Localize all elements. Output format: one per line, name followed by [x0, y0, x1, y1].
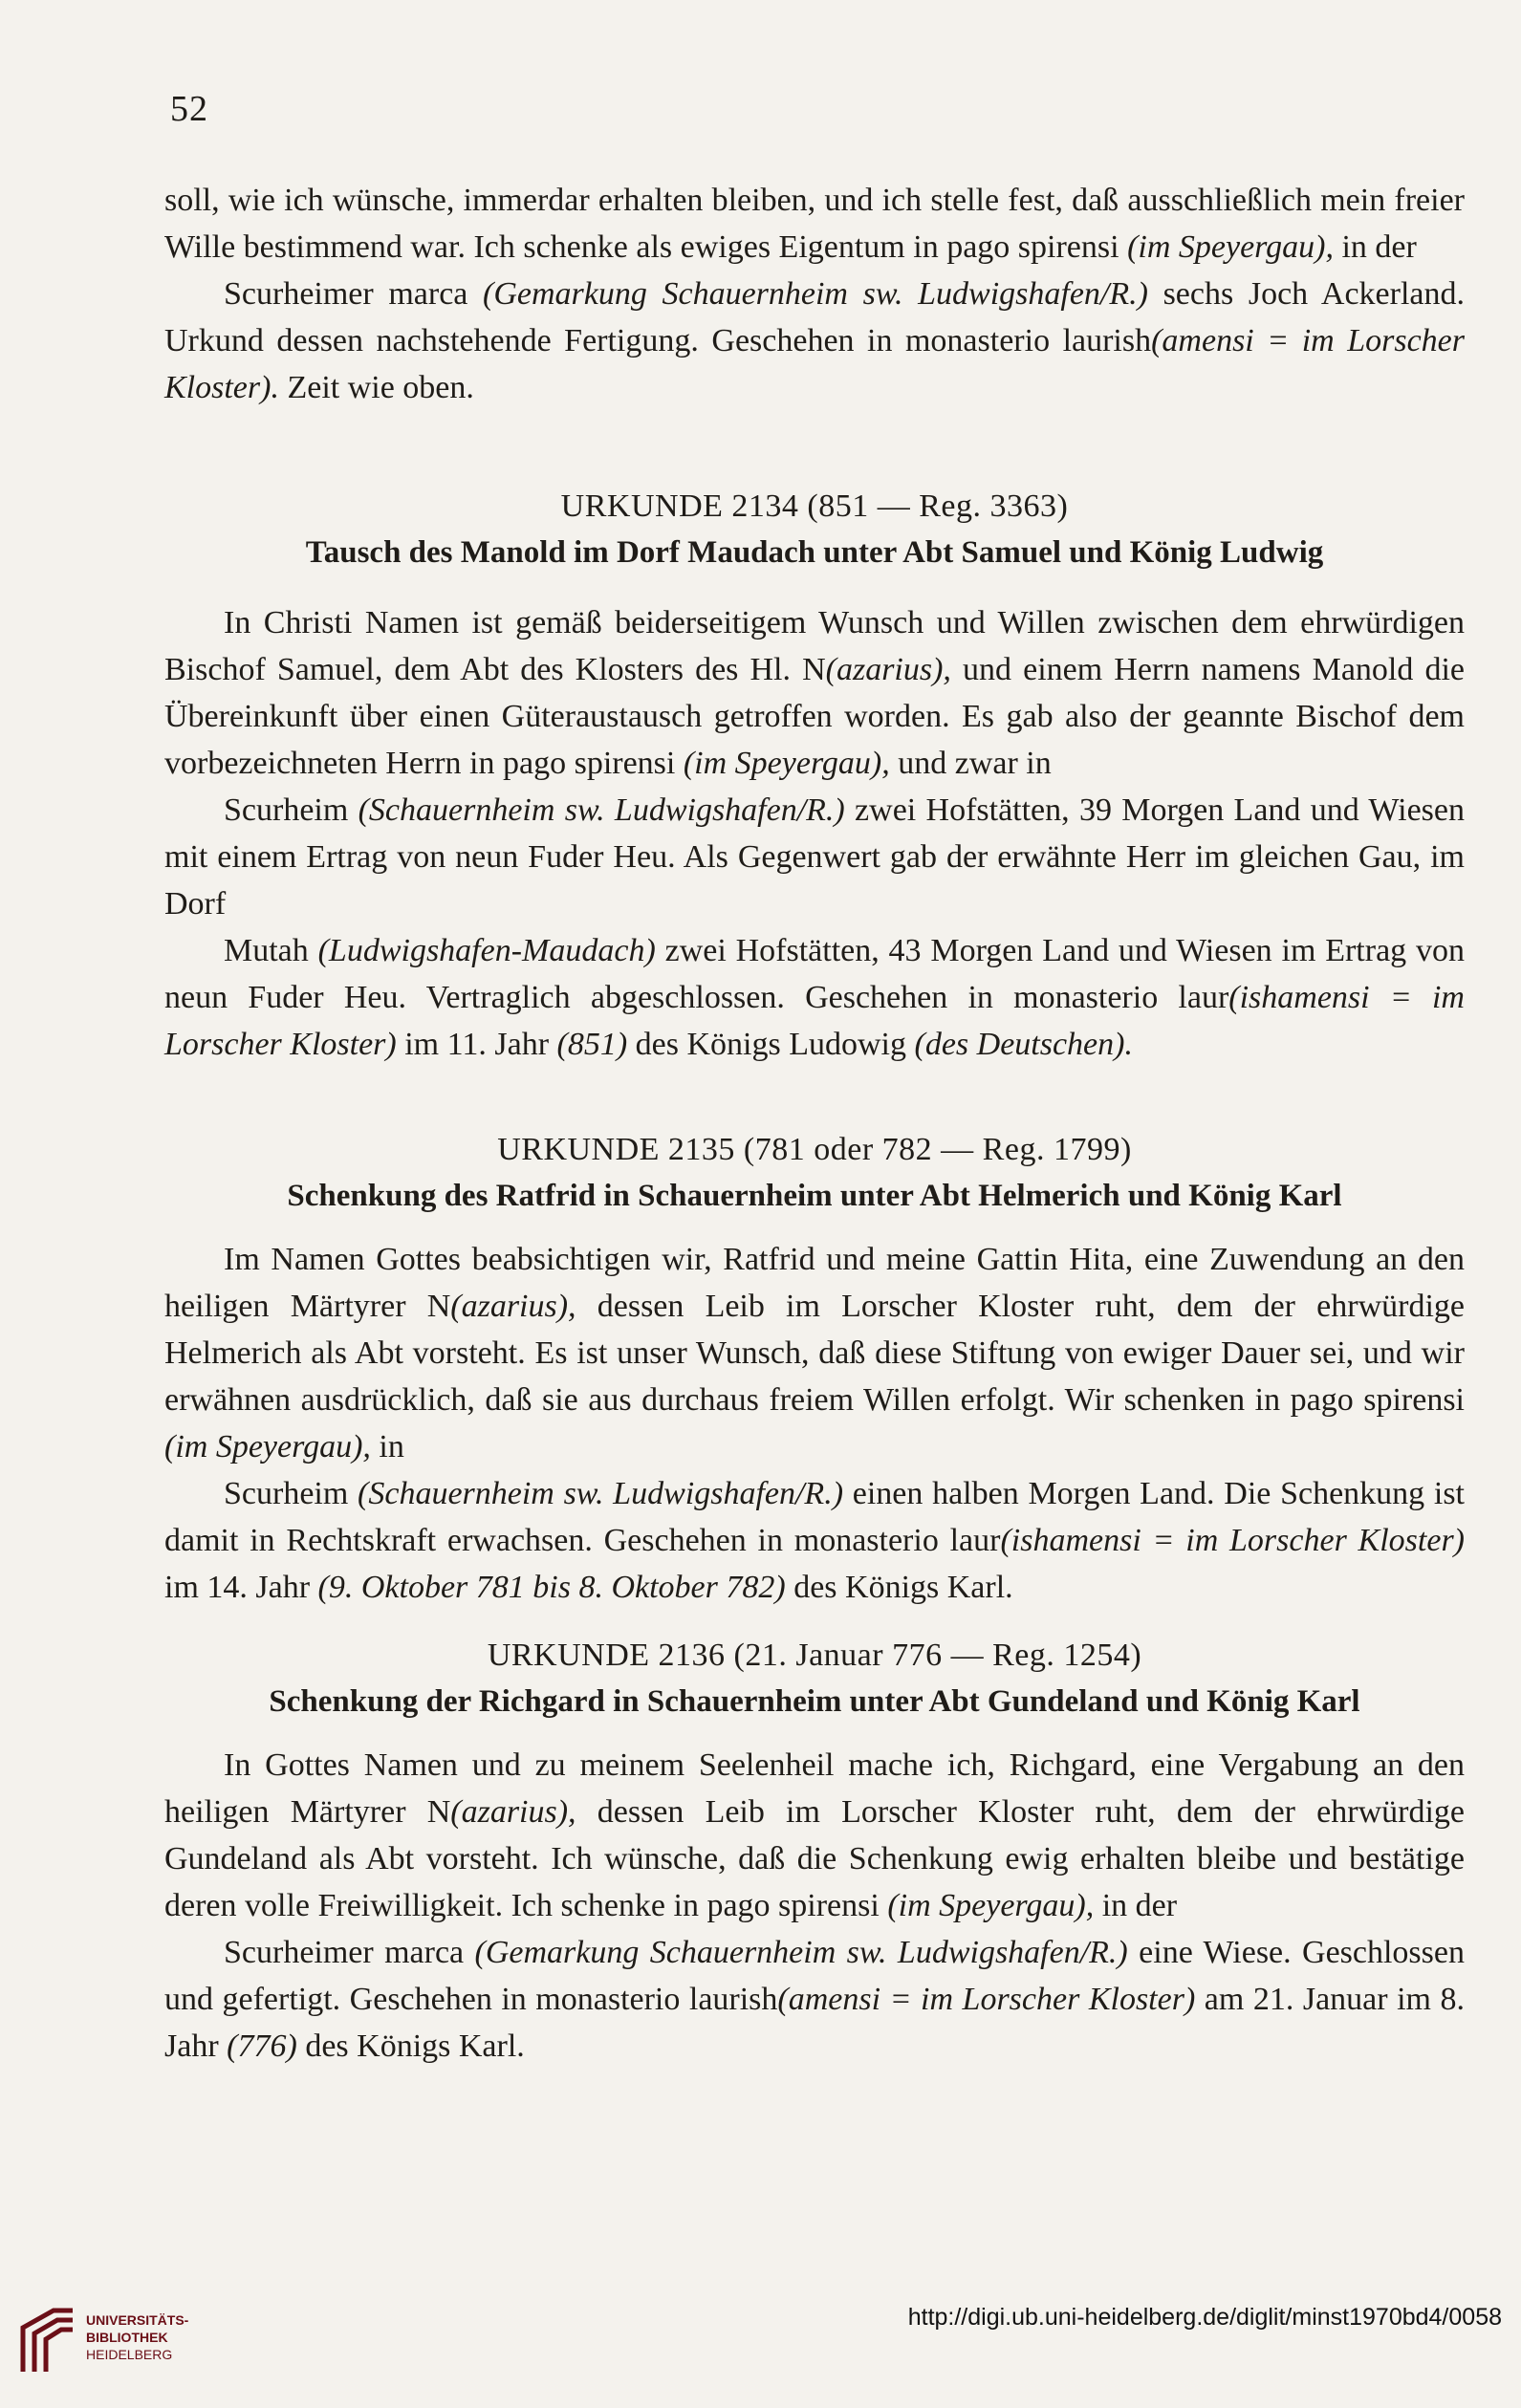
- urkunde-2134-body: [164, 599, 1465, 1068]
- text-run: des Königs Ludowig: [627, 1027, 915, 1062]
- italic-gloss: (Gemarkung Schauernheim sw. Ludwigshafen/R.): [483, 276, 1148, 312]
- text-run: am 21. Januar im 8. Jahr: [164, 1982, 1465, 2064]
- italic-gloss: (Gemarkung Schauernheim sw. Ludwigshafen/R.): [474, 1935, 1128, 1970]
- italic-gloss: (im Speyergau),: [683, 746, 890, 781]
- italic-gloss: (ishamensi = im Lorscher Kloster): [1000, 1523, 1466, 1558]
- text-run: Scurheimer marca: [224, 1935, 475, 1970]
- italic-gloss: (azarius),: [450, 1794, 576, 1830]
- text-run: im 14. Jahr: [164, 1570, 318, 1605]
- paragraph: [164, 271, 1465, 411]
- text-run: sechs Joch Ackerland. Urkund dessen nachstehende Fertigung. Geschehen in monasterio laurish: [164, 276, 1466, 358]
- text-run: dessen Leib im Lorscher Kloster ruht, dem der ehrwürdige Gundeland als Abt vorsteht. Ich wünsche, daß die Schenkung ewig erhalten bleibe und bestätige deren volle Freiwilligkeit. Ich schenke in pago spirensi: [164, 1794, 1465, 1923]
- italic-gloss: (Schauernheim sw. Ludwigshafen/R.): [358, 1476, 844, 1511]
- text-run: eine Wiese. Geschlossen und gefertigt. Geschehen in monasterio laurish: [164, 1935, 1465, 2017]
- logo-line: BIBLIOTHEK: [86, 2330, 168, 2345]
- italic-gloss: (azarius),: [825, 652, 951, 687]
- italic-gloss: (9. Oktober 781 bis 8. Oktober 782): [317, 1570, 786, 1605]
- italic-gloss: (amensi = im Lorscher Kloster): [777, 1982, 1196, 2017]
- text-run: und einem Herrn namens Manold die Übereinkunft über einen Güteraustausch getroffen worden. Es gab also der geannte Bischof dem vorbezeichneten Herrn in pago spirensi: [164, 652, 1465, 781]
- italic-gloss: (ishamensi = im Lorscher Kloster): [164, 980, 1465, 1062]
- charter-title: Schenkung der Richgard in Schauernheim unter Abt Gundeland und König Karl: [269, 1684, 1360, 1719]
- italic-gloss: (im Speyergau),: [1127, 229, 1334, 265]
- italic-gloss: (Schauernheim sw. Ludwigshafen/R.): [358, 792, 845, 828]
- paragraph: [164, 1742, 1465, 1929]
- text-run: des Königs Karl.: [785, 1570, 1013, 1605]
- page-number: 52: [170, 89, 208, 129]
- italic-gloss: (amensi = im Lorscher Kloster).: [164, 323, 1465, 405]
- italic-gloss: (im Speyergau),: [164, 1429, 371, 1464]
- library-logo-icon: [17, 2305, 76, 2374]
- paragraph: [164, 599, 1465, 787]
- text-run: und zwar in: [889, 746, 1052, 781]
- logo-line: HEIDELBERG: [86, 2347, 173, 2362]
- charter-title: Schenkung des Ratfrid in Schauernheim unter Abt Helmerich und König Karl: [287, 1179, 1342, 1213]
- text-run: Mutah: [224, 933, 318, 968]
- text-run: Scurheim: [224, 792, 359, 828]
- text-run: zwei Hofstätten, 39 Morgen Land und Wiesen mit einem Ertrag von neun Fuder Heu. Als Gegenwert gab der erwähnte Herr im gleichen Gau, im Dorf: [164, 792, 1465, 922]
- italic-gloss: (azarius),: [450, 1289, 576, 1324]
- text-run: in: [370, 1429, 404, 1464]
- paragraph: [164, 1236, 1465, 1470]
- text-run: In Gottes Namen und zu meinem Seelenheil mache ich, Richgard, eine Vergabung an den heiligen Märtyrer N: [164, 1747, 1465, 1830]
- italic-gloss: (776): [227, 2028, 297, 2064]
- urkunde-2135-body: [164, 1236, 1465, 1611]
- intro-section: [164, 177, 1465, 411]
- italic-gloss: (im Speyergau),: [887, 1888, 1095, 1923]
- paragraph: [164, 177, 1465, 271]
- text-run: im 11. Jahr: [396, 1027, 557, 1062]
- library-logo-text: [86, 2311, 188, 2363]
- text-run: einen halben Morgen Land. Die Schenkung ist damit in Rechtskraft erwachsen. Geschehen in monasterio laur: [164, 1476, 1466, 1558]
- italic-gloss: (851): [556, 1027, 628, 1062]
- text-run: zwei Hofstätten, 43 Morgen Land und Wiesen im Ertrag von neun Fuder Heu. Vertraglich abgeschlossen. Geschehen in monasterio laur: [164, 933, 1465, 1015]
- charter-number: URKUNDE 2134 (851 — Reg. 3363): [560, 488, 1069, 524]
- urkunde-2136-body: [164, 1742, 1465, 2070]
- library-logo[interactable]: [17, 2305, 237, 2374]
- italic-gloss: (Ludwigshafen-Maudach): [317, 933, 656, 968]
- text-run: Scurheim: [224, 1476, 359, 1511]
- urkunde-2134-heading: [164, 483, 1465, 576]
- text-run: dessen Leib im Lorscher Kloster ruht, dem der ehrwürdige Helmerich als Abt vorsteht. Es ist unser Wunsch, daß diese Stiftung von ewiger Dauer sei, und wir erwähnen ausdrücklich, daß sie aus durchaus freiem Willen erfolgt. Wir schenken in pago spirensi: [164, 1289, 1465, 1418]
- charter-number: URKUNDE 2136 (21. Januar 776 — Reg. 1254): [487, 1638, 1142, 1673]
- italic-gloss: (des Deutschen).: [914, 1027, 1133, 1062]
- logo-line: UNIVERSITÄTS-: [86, 2312, 189, 2328]
- permalink-url[interactable]: http://digi.ub.uni-heidelberg.de/diglit/minst1970bd4/0058: [907, 2304, 1502, 2331]
- charter-title: Tausch des Manold im Dorf Maudach unter Abt Samuel und König Ludwig: [305, 535, 1324, 570]
- text-run: Im Namen Gottes beabsichtigen wir, Ratfrid und meine Gattin Hita, eine Zuwendung an den heiligen Märtyrer N: [164, 1242, 1465, 1324]
- text-run: in der: [1094, 1888, 1178, 1923]
- text-run: Zeit wie oben.: [278, 370, 474, 405]
- urkunde-2136-heading: [164, 1632, 1465, 1725]
- urkunde-2135-heading: [164, 1126, 1465, 1220]
- paragraph: [164, 927, 1465, 1068]
- text-run: des Königs Karl.: [296, 2028, 525, 2064]
- paragraph: [164, 1929, 1465, 2070]
- text-run: In Christi Namen ist gemäß beiderseitigem Wunsch und Willen zwischen dem ehrwürdigen Bischof Samuel, dem Abt des Klosters des Hl. N: [164, 605, 1465, 687]
- paragraph: [164, 787, 1465, 927]
- charter-number: URKUNDE 2135 (781 oder 782 — Reg. 1799): [497, 1132, 1132, 1167]
- text-run: in der: [1333, 229, 1417, 265]
- text-run: Scurheimer marca: [224, 276, 484, 312]
- paragraph: [164, 1470, 1465, 1611]
- text-run: soll, wie ich wünsche, immerdar erhalten bleiben, und ich stelle fest, daß ausschließlich mein freier Wille bestimmend war. Ich schenke als ewiges Eigentum in pago spirensi: [164, 183, 1465, 265]
